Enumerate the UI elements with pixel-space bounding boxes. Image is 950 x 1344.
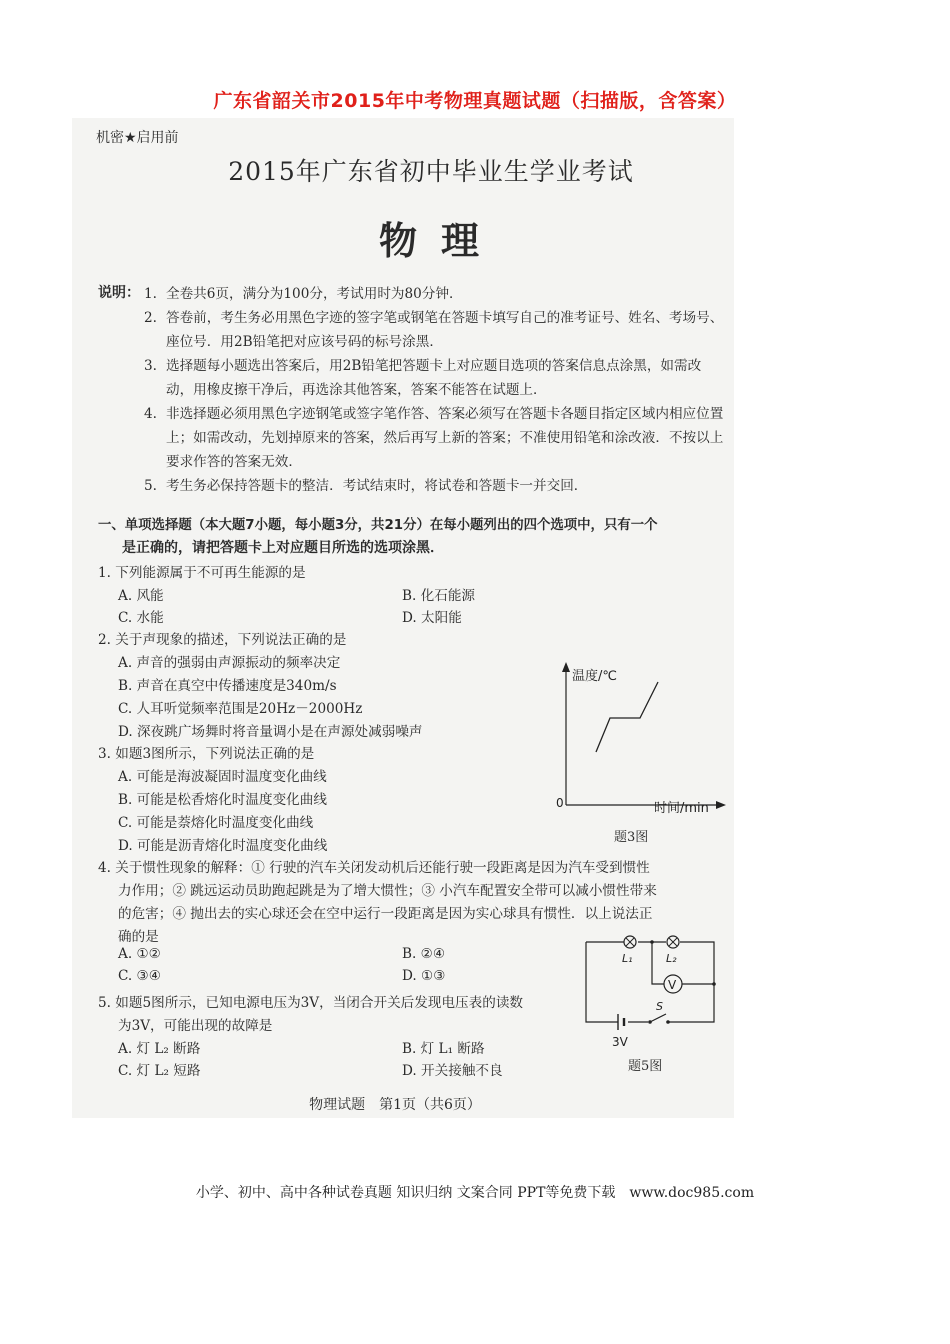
question-2-option-d: D. 深夜跳广场舞时将音量调小是在声源处减弱噪声 [118,724,423,740]
note-text: 选择题每小题选出答案后，用2B铅笔把答题卡上对应题目选项的答案信息点涂黑，如需改动，用橡皮擦干净后，再选涂其他答案，答案不能答在试题上． [166,358,702,398]
question-4-option-c: C. ③④ [118,968,161,984]
question-2-option-a: A. 声音的强弱由声源振动的频率决定 [118,655,341,671]
note-text: 全卷共6页，满分为100分，考试用时为80分钟． [166,286,463,302]
question-1-option-c: C. 水能 [118,610,164,626]
question-3-option-b: B. 可能是松香熔化时温度变化曲线 [118,792,327,808]
notes-label: 说明： [98,285,140,301]
lamp-l2-icon [667,936,679,948]
question-3-option-a: A. 可能是海波凝固时温度变化曲线 [118,769,327,785]
question-2-option-b: B. 声音在真空中传播速度是340m/s [118,678,337,694]
voltmeter-label: V [668,978,677,992]
question-4-line: 的危害；④ 抛出去的实心球还会在空中运行一段距离是因为实心球具有惯性．以上说法正 [118,906,653,922]
switch-label: S [656,1000,663,1013]
question-1-option-a: A. 风能 [118,588,164,604]
lamp-l1-icon [624,936,636,948]
switch-icon [648,1014,670,1024]
section-header [98,514,658,560]
l2-label: L₂ [666,952,677,965]
temperature-curve [596,682,658,752]
question-5-line: 5. 如题5图所示，已知电源电压为3V，当闭合开关后发现电压表的读数 [98,995,524,1011]
question-4-option-a: A. ①② [118,946,161,962]
figure-5-caption: 题5图 [628,1059,663,1074]
download-banner: 小学、初中、高中各种试卷真题 知识归纳 文案合同 PPT等免费下载 www.doc985.com [195,1185,755,1201]
l1-label: L₁ [622,952,633,965]
note-text: 考生务必保持答题卡的整洁．考试结束时，将试卷和答题卡一并交回． [166,478,588,494]
document-title: 广东省韶关市2015年中考物理真题试题（扫描版，含答案） [213,90,737,112]
figure-3-xlabel: 时间/min [654,801,709,816]
question-4-option-d: D. ①③ [402,968,446,984]
voltmeter-icon [664,975,682,993]
question-5-option-d: D. 开关接触不良 [402,1063,503,1079]
question-4-option-b: B. ②④ [402,946,446,962]
note-number: 3. [144,358,157,374]
confidential-mark: 机密★启用前 [96,130,179,146]
note-number: 2. [144,310,157,326]
question-1-stem: 1. 下列能源属于不可再生能源的是 [98,565,306,581]
note-number: 4. [144,406,157,422]
battery-icon [618,1014,624,1030]
question-5-option-a: A. 灯 L₂ 断路 [118,1041,201,1057]
note-number: 1. [144,286,157,302]
question-3-stem: 3. 如题3图所示，下列说法正确的是 [98,746,315,762]
question-1-option-b: B. 化石能源 [402,588,476,604]
y-axis-arrow [562,662,570,672]
section-header-line: 是正确的，请把答题卡上对应题目所选的选项涂黑． [122,540,444,556]
figure-3-origin: 0 [556,796,564,810]
page-footer: 物理试题 第1页（共6页） [309,1097,481,1113]
question-4-line: 4. 关于惯性现象的解释：① 行驶的汽车关闭发动机后还能行驶一段距离是因为汽车受到惯性 [98,860,650,876]
figure-3-temperature-graph [548,660,728,820]
x-axis-arrow [716,801,726,809]
question-2-stem: 2. 关于声现象的描述，下列说法正确的是 [98,632,347,648]
note-number: 5. [144,478,157,494]
voltage-label: 3V [612,1035,628,1049]
figure-3-caption: 题3图 [614,830,649,845]
exam-subject: 物理 [378,218,503,263]
figure-5-circuit-diagram [578,932,728,1050]
question-3-option-d: D. 可能是沥青熔化时温度变化曲线 [118,838,328,854]
note-text: 答卷前，考生务必用黑色字迹的签字笔或钢笔在答题卡填写自己的准考证号、姓名、考场号、座位号．用2B铅笔把对应该号码的标号涂黑． [166,310,724,350]
question-4-line: 力作用；② 跳远运动员助跑起跳是为了增大惯性；③ 小汽车配置安全带可以减小惯性带来 [118,883,657,899]
question-4-line: 确的是 [118,929,159,945]
question-5-option-c: C. 灯 L₂ 短路 [118,1063,201,1079]
figure-3-ylabel: 温度/℃ [572,669,617,684]
section-header-line: 一、单项选择题（本大题7小题，每小题3分，共21分）在每小题列出的四个选项中，只有一个 [98,518,658,533]
exam-title: 2015年广东省初中毕业生学业考试 [228,157,634,186]
note-text: 非选择题必须用黑色字迹钢笔或签字笔作答、答案必须写在答题卡各题目指定区域内相应位置上；如需改动，先划掉原来的答案，然后再写上新的答案；不准使用铅笔和涂改液．不按以上要求作答的答案无效． [166,406,724,470]
question-3-option-c: C. 可能是萘熔化时温度变化曲线 [118,815,314,831]
question-2-option-c: C. 人耳听觉频率范围是20Hz－2000Hz [118,701,363,717]
question-1-option-d: D. 太阳能 [402,610,462,626]
question-5-option-b: B. 灯 L₁ 断路 [402,1041,485,1057]
question-5-line: 为3V，可能出现的故障是 [118,1018,273,1034]
